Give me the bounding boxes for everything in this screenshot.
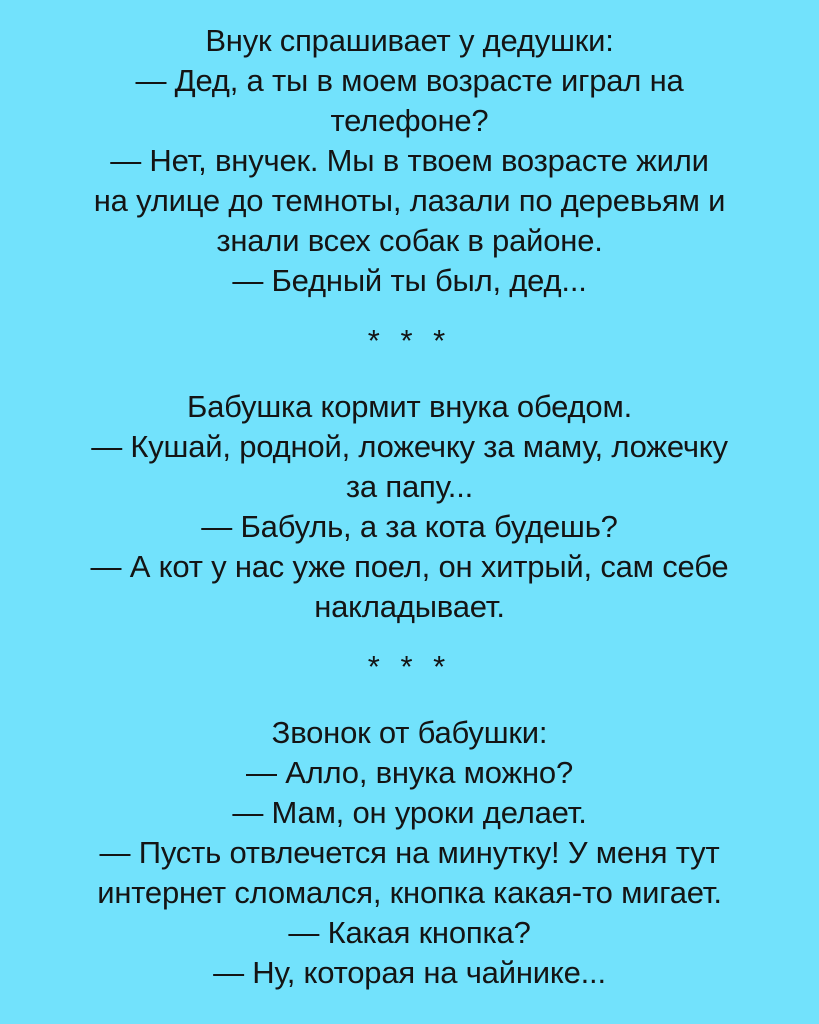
joke-2 xyxy=(91,387,729,627)
joke-line: — Какая кнопка? xyxy=(288,915,531,950)
joke-line: накладывает. xyxy=(314,589,505,624)
joke-line: телефоне? xyxy=(330,103,489,138)
joke-line: — Алло, внука можно? xyxy=(245,755,573,790)
asterisk-separator: * * * xyxy=(367,323,452,358)
joke-line: знали всех собак в районе. xyxy=(216,223,603,258)
joke-line: интернет сломался, кнопка какая-то мигает. xyxy=(97,875,722,910)
joke-line: Звонок от бабушки: xyxy=(271,715,548,750)
joke-line: — Пусть отвлечется на минутку! У меня тут xyxy=(99,835,720,870)
joke-line: — Бедный ты был, дед... xyxy=(232,263,587,298)
joke-line: — Бабуль, а за кота будешь? xyxy=(201,509,618,544)
joke-line: — А кот у нас уже поел, он хитрый, сам себе xyxy=(90,549,729,584)
joke-1 xyxy=(94,21,726,301)
joke-line: Бабушка кормит внука обедом. xyxy=(186,389,632,424)
asterisk-separator: * * * xyxy=(367,649,452,684)
joke-line: — Мам, он уроки делает. xyxy=(232,795,587,830)
joke-line: — Кушай, родной, ложечку за маму, ложечку xyxy=(91,429,728,464)
joke-line: — Дед, а ты в моем возрасте играл на xyxy=(135,63,684,98)
joke-line: за папу... xyxy=(345,469,474,504)
joke-line: — Ну, которая на чайнике... xyxy=(213,955,606,990)
joke-line: — Нет, внучек. Мы в твоем возрасте жили xyxy=(110,143,709,178)
joke-line: на улице до темноты, лазали по деревьям и xyxy=(93,183,726,218)
joke-3 xyxy=(97,713,722,993)
joke-line: Внук спрашивает у дедушки: xyxy=(205,23,614,58)
